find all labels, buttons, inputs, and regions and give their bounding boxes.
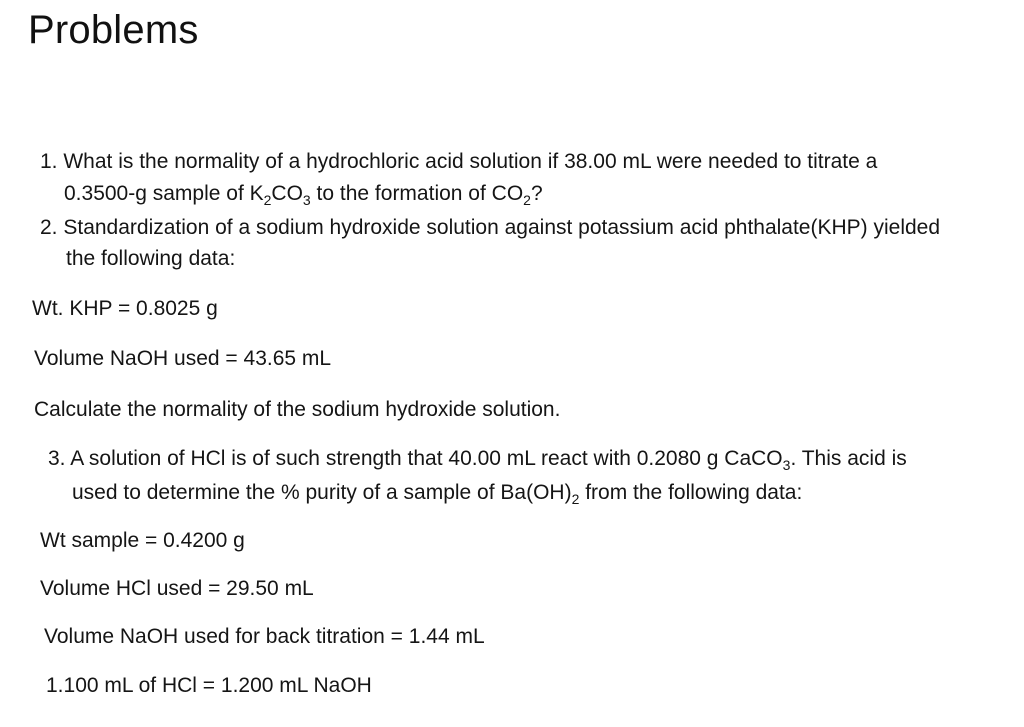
- page-title: Problems: [28, 8, 199, 52]
- problem-3-line-1: [48, 445, 907, 473]
- problem-2-question: Calculate the normality of the sodium hydroxide solution.: [34, 398, 561, 421]
- problem-1-text-1: What is the normality of a hydrochloric acid solution if 38.00 mL were needed to titrate a: [63, 150, 878, 173]
- problem-1-line-2: [64, 180, 543, 208]
- problem-2-number: 2.: [40, 216, 58, 239]
- problem-3-wt-sample: Wt sample = 0.4200 g: [40, 529, 245, 552]
- problem-1-line-1: [40, 148, 877, 176]
- problem-3-volume-hcl: Volume HCl used = 29.50 mL: [40, 577, 314, 600]
- problem-3-text-1b: . This acid is: [790, 447, 907, 470]
- subscript: 2: [263, 192, 272, 208]
- subscript: 3: [782, 457, 791, 473]
- problem-2-volume-naoh: Volume NaOH used = 43.65 mL: [34, 347, 332, 370]
- problem-3-equivalence: 1.100 mL of HCl = 1.200 mL NaOH: [46, 674, 372, 697]
- problem-1-text-2a: 0.3500-g sample of K: [64, 182, 264, 205]
- problem-3-text-1a: A solution of HCl is of such strength that 40.00 mL react with 0.2080 g CaCO: [70, 447, 783, 470]
- problem-2-text-1: Standardization of a sodium hydroxide solution against potassium acid phthalate(KHP) yielded: [63, 216, 941, 239]
- problem-1-number: 1.: [40, 150, 58, 173]
- problem-3-text-2a: used to determine the % purity of a sample of Ba(OH): [72, 481, 572, 504]
- subscript: 3: [302, 192, 311, 208]
- problem-2-wt-khp: Wt. KHP = 0.8025 g: [32, 297, 218, 320]
- problem-3-volume-naoh-back: Volume NaOH used for back titration = 1.44 mL: [44, 625, 485, 648]
- problem-1-text-2c: to the formation of CO: [310, 182, 524, 205]
- problem-1-text-2d: ?: [530, 182, 543, 205]
- problem-3-text-2b: from the following data:: [579, 481, 803, 504]
- problem-3-number: 3.: [48, 447, 66, 470]
- subscript: 2: [571, 491, 580, 507]
- problem-2-line-2: the following data:: [66, 247, 236, 270]
- problem-3-line-2: [72, 479, 802, 507]
- subscript: 2: [523, 192, 531, 208]
- problem-2-line-1: [40, 214, 940, 242]
- problem-1-text-2b: CO: [271, 182, 303, 205]
